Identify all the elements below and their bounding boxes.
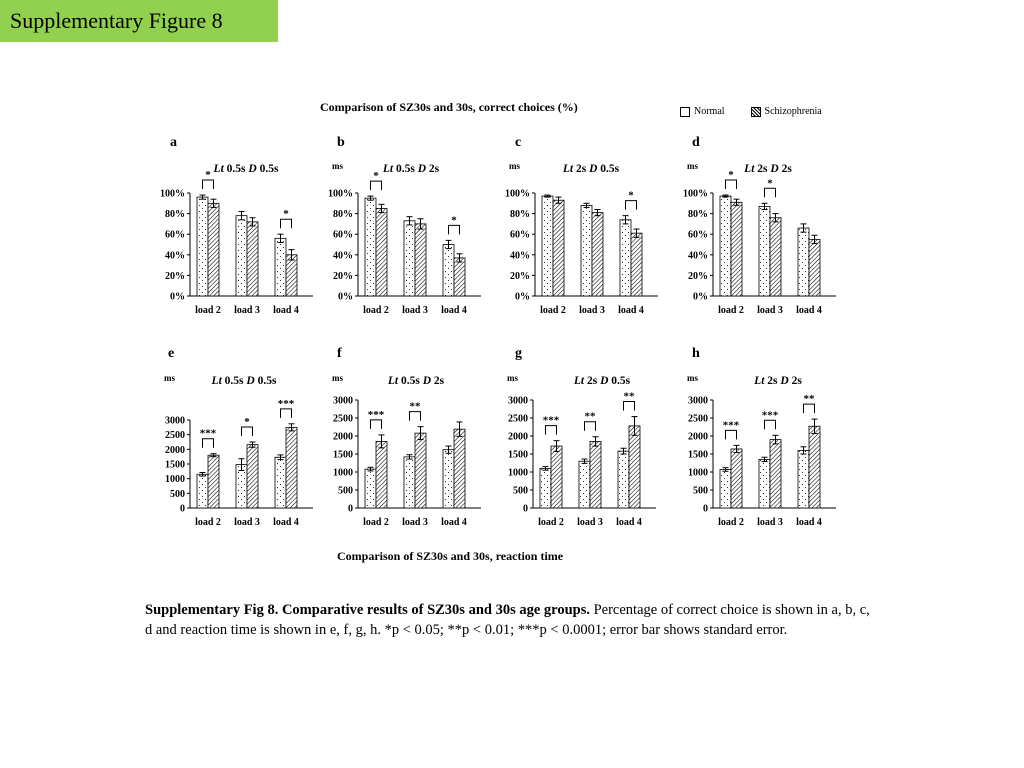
bar-h-2-0: [798, 450, 809, 508]
sig-bracket-h-2: [804, 404, 815, 413]
sig-bracket-c-2: [626, 201, 637, 210]
x-tick-label-h-0: load 2: [718, 517, 744, 528]
y-tick-label-e-6: 3000: [165, 415, 185, 427]
sig-label-a-2: *: [283, 208, 289, 221]
bar-a-1-1: [247, 222, 258, 296]
y-tick-label-f-1: 500: [338, 485, 353, 497]
bar-f-2-0: [443, 450, 454, 508]
y-tick-label-c-5: 100%: [505, 188, 530, 200]
sig-bracket-f-1: [410, 412, 421, 421]
bar-f-1-0: [404, 457, 415, 508]
y-tick-label-a-2: 40%: [165, 250, 185, 262]
bar-h-1-1: [770, 440, 781, 508]
y-tick-label-g-1: 500: [513, 485, 528, 497]
x-tick-label-f-2: load 4: [441, 517, 467, 528]
bar-g-0-1: [551, 446, 562, 508]
bar-h-0-0: [720, 469, 731, 508]
panel-letter-a: a: [170, 135, 177, 150]
y-tick-label-g-5: 2500: [508, 413, 528, 425]
y-tick-label-d-1: 20%: [688, 270, 708, 282]
sig-label-c-2: *: [628, 189, 634, 202]
sig-bracket-g-0: [546, 426, 557, 435]
sig-label-e-1: *: [244, 416, 250, 428]
x-tick-label-e-1: load 3: [234, 517, 260, 528]
sig-bracket-b-2: [449, 225, 460, 234]
bar-a-2-0: [275, 238, 286, 296]
panel-letter-g: g: [515, 346, 522, 361]
bar-d-2-1: [809, 239, 820, 296]
y-tick-label-b-5: 100%: [328, 188, 353, 200]
sig-label-b-2: *: [451, 214, 457, 227]
chart-title-a: Lt 0.5s D 0.5s: [213, 163, 279, 175]
x-tick-label-b-1: load 3: [402, 305, 428, 316]
y-tick-label-f-4: 2000: [333, 431, 353, 443]
bar-d-2-0: [798, 228, 809, 296]
y-tick-label-a-4: 80%: [165, 209, 185, 221]
sig-label-h-2: **: [803, 393, 815, 406]
bar-f-1-1: [415, 433, 426, 508]
y-tick-label-f-2: 1000: [333, 467, 353, 479]
bar-d-1-1: [770, 218, 781, 296]
sig-label-a-0: *: [205, 169, 211, 182]
sig-label-d-0: *: [728, 169, 734, 182]
sig-label-e-0: ***: [199, 427, 217, 440]
unit-label-c: ms: [509, 161, 520, 171]
y-tick-label-e-3: 1500: [165, 459, 185, 471]
bar-b-0-0: [365, 198, 376, 296]
unit-label-e: ms: [164, 373, 175, 383]
unit-label-b: ms: [332, 161, 343, 171]
x-tick-label-a-0: load 2: [195, 305, 221, 316]
bar-b-2-0: [443, 245, 454, 297]
y-tick-label-e-5: 2500: [165, 430, 185, 442]
y-tick-label-d-0: 0%: [693, 291, 708, 303]
y-tick-label-a-1: 20%: [165, 270, 185, 282]
panel-letter-h: h: [692, 346, 700, 361]
figure-caption: [145, 600, 880, 640]
bar-a-1-0: [236, 216, 247, 296]
x-tick-label-d-1: load 3: [757, 305, 783, 316]
y-tick-label-h-5: 2500: [688, 413, 708, 425]
bar-h-0-1: [731, 449, 742, 508]
y-tick-label-f-0: 0: [348, 503, 353, 515]
y-tick-label-d-2: 40%: [688, 250, 708, 262]
y-tick-label-f-3: 1500: [333, 449, 353, 461]
bar-b-1-0: [404, 221, 415, 296]
accuracy-header: Comparison of SZ30s and 30s, correct choices (%): [320, 100, 578, 114]
sig-bracket-a-2: [281, 219, 292, 228]
y-tick-label-g-2: 1000: [508, 467, 528, 479]
y-tick-label-h-2: 1000: [688, 467, 708, 479]
y-tick-label-g-4: 2000: [508, 431, 528, 443]
x-tick-label-h-1: load 3: [757, 517, 783, 528]
bar-g-1-0: [579, 461, 590, 508]
sig-bracket-e-2: [281, 409, 292, 418]
bar-e-2-0: [275, 457, 286, 508]
bar-a-0-0: [197, 197, 208, 296]
bar-g-2-1: [629, 426, 640, 508]
x-tick-label-g-1: load 3: [577, 517, 603, 528]
chart-title-b: Lt 0.5s D 2s: [382, 163, 440, 175]
bar-c-1-0: [581, 205, 592, 296]
chart-title-e: Lt 0.5s D 0.5s: [211, 375, 277, 387]
y-tick-label-g-0: 0: [523, 503, 528, 515]
chart-title-c: Lt 2s D 0.5s: [562, 163, 620, 175]
sig-bracket-g-1: [585, 422, 596, 431]
sig-label-g-1: **: [584, 410, 596, 423]
x-tick-label-e-2: load 4: [273, 517, 299, 528]
x-tick-label-h-2: load 4: [796, 517, 822, 528]
y-tick-label-a-5: 100%: [160, 188, 185, 200]
bar-b-1-1: [415, 224, 426, 296]
bar-d-0-1: [731, 202, 742, 296]
y-tick-label-a-3: 60%: [165, 229, 185, 241]
page-title: Supplementary Figure 8: [0, 0, 278, 42]
bar-e-2-1: [286, 427, 297, 508]
x-tick-label-c-1: load 3: [579, 305, 605, 316]
panel-letter-c: c: [515, 135, 522, 150]
bar-e-1-0: [236, 465, 247, 508]
x-tick-label-g-0: load 2: [538, 517, 564, 528]
x-tick-label-b-2: load 4: [441, 305, 467, 316]
x-tick-label-d-2: load 4: [796, 305, 822, 316]
legend-normal-label: Normal: [694, 106, 725, 117]
caption-bold: Supplementary Fig 8. Comparative results of SZ30s and 30s age groups.: [145, 602, 590, 618]
panel-letter-d: d: [692, 135, 700, 150]
y-tick-label-h-1: 500: [693, 485, 708, 497]
bar-g-0-0: [540, 468, 551, 508]
bar-f-2-1: [454, 429, 465, 508]
x-tick-label-d-0: load 2: [718, 305, 744, 316]
sig-label-f-0: ***: [367, 408, 385, 421]
bar-d-1-0: [759, 206, 770, 296]
sig-label-g-0: ***: [542, 414, 560, 427]
bar-c-2-1: [631, 233, 642, 296]
bar-f-0-0: [365, 469, 376, 508]
bar-e-0-0: [197, 474, 208, 508]
bar-a-0-1: [208, 203, 219, 296]
chart-title-f: Lt 0.5s D 2s: [387, 375, 445, 387]
caption-text: Percentage of correct choice is shown in a, b, c, d and reaction time is shown in e, f, g, h. *p < 0.05; **p < 0.01; ***p < 0.0001; error bar shows standard error.: [145, 602, 870, 638]
y-tick-label-c-0: 0%: [515, 291, 530, 303]
sig-bracket-d-0: [726, 180, 737, 189]
y-tick-label-h-3: 1500: [688, 449, 708, 461]
sig-bracket-d-1: [765, 188, 776, 197]
sig-label-d-1: *: [767, 177, 773, 190]
x-tick-label-f-0: load 2: [363, 517, 389, 528]
sig-bracket-b-0: [371, 181, 382, 190]
sig-label-h-1: ***: [761, 409, 779, 422]
rt-header: Comparison of SZ30s and 30s, reaction time: [337, 549, 564, 563]
y-tick-label-c-3: 60%: [510, 229, 530, 241]
x-tick-label-c-2: load 4: [618, 305, 644, 316]
chart-title-h: Lt 2s D 2s: [754, 375, 802, 387]
sig-bracket-a-0: [203, 180, 214, 189]
y-tick-label-a-0: 0%: [170, 291, 185, 303]
bar-h-2-1: [809, 426, 820, 508]
bar-b-2-1: [454, 258, 465, 296]
sig-label-f-1: **: [409, 400, 421, 413]
y-tick-label-c-2: 40%: [510, 250, 530, 262]
y-tick-label-b-4: 80%: [333, 209, 353, 221]
y-tick-label-b-2: 40%: [333, 250, 353, 262]
y-tick-label-f-6: 3000: [333, 395, 353, 407]
y-tick-label-d-5: 100%: [683, 188, 708, 200]
bar-c-0-1: [553, 200, 564, 296]
x-tick-label-a-2: load 4: [273, 305, 299, 316]
panel-letter-e: e: [168, 346, 175, 361]
y-tick-label-c-4: 80%: [510, 209, 530, 221]
bar-a-2-1: [286, 255, 297, 296]
unit-label-f: ms: [332, 373, 343, 383]
sig-bracket-h-0: [726, 430, 737, 439]
sig-label-h-0: ***: [722, 419, 740, 432]
x-tick-label-f-1: load 3: [402, 517, 428, 528]
bar-c-0-0: [542, 196, 553, 296]
sig-label-e-2: ***: [277, 397, 295, 410]
y-tick-label-g-6: 3000: [508, 395, 528, 407]
bar-h-1-0: [759, 459, 770, 508]
y-tick-label-b-3: 60%: [333, 229, 353, 241]
y-tick-label-d-4: 80%: [688, 209, 708, 221]
sig-bracket-f-0: [371, 420, 382, 429]
y-tick-label-e-1: 500: [170, 488, 185, 500]
y-tick-label-h-6: 3000: [688, 395, 708, 407]
bar-e-0-1: [208, 455, 219, 508]
chart-title-g: Lt 2s D 0.5s: [573, 375, 631, 387]
bar-g-1-1: [590, 441, 601, 508]
x-tick-label-b-0: load 2: [363, 305, 389, 316]
bar-g-2-0: [618, 451, 629, 508]
x-tick-label-c-0: load 2: [540, 305, 566, 316]
sig-label-b-0: *: [373, 170, 379, 183]
sig-bracket-e-1: [242, 427, 253, 436]
bar-b-0-1: [376, 208, 387, 296]
y-tick-label-g-3: 1500: [508, 449, 528, 461]
x-tick-label-e-0: load 2: [195, 517, 221, 528]
unit-label-g: ms: [507, 373, 518, 383]
chart-title-d: Lt 2s D 2s: [744, 163, 792, 175]
unit-label-d: ms: [687, 161, 698, 171]
y-tick-label-c-1: 20%: [510, 270, 530, 282]
y-tick-label-b-1: 20%: [333, 270, 353, 282]
bar-f-0-1: [376, 441, 387, 508]
x-tick-label-g-2: load 4: [616, 517, 642, 528]
bar-e-1-1: [247, 445, 258, 508]
y-tick-label-h-0: 0: [703, 503, 708, 515]
bar-c-2-0: [620, 220, 631, 296]
bar-c-1-1: [592, 213, 603, 296]
y-tick-label-e-2: 1000: [165, 474, 185, 486]
y-tick-label-b-0: 0%: [338, 291, 353, 303]
bar-d-0-0: [720, 196, 731, 296]
legend-schizophrenia-label: Schizophrenia: [764, 106, 822, 117]
sig-bracket-g-2: [624, 402, 635, 411]
panel-letter-f: f: [337, 346, 342, 361]
y-tick-label-h-4: 2000: [688, 431, 708, 443]
x-tick-label-a-1: load 3: [234, 305, 260, 316]
y-tick-label-d-3: 60%: [688, 229, 708, 241]
y-tick-label-e-4: 2000: [165, 444, 185, 456]
unit-label-h: ms: [687, 373, 698, 383]
sig-bracket-h-1: [765, 420, 776, 429]
sig-label-g-2: **: [623, 390, 635, 403]
y-tick-label-f-5: 2500: [333, 413, 353, 425]
sig-bracket-e-0: [203, 439, 214, 448]
panel-letter-b: b: [337, 135, 345, 150]
y-tick-label-e-0: 0: [180, 503, 185, 515]
